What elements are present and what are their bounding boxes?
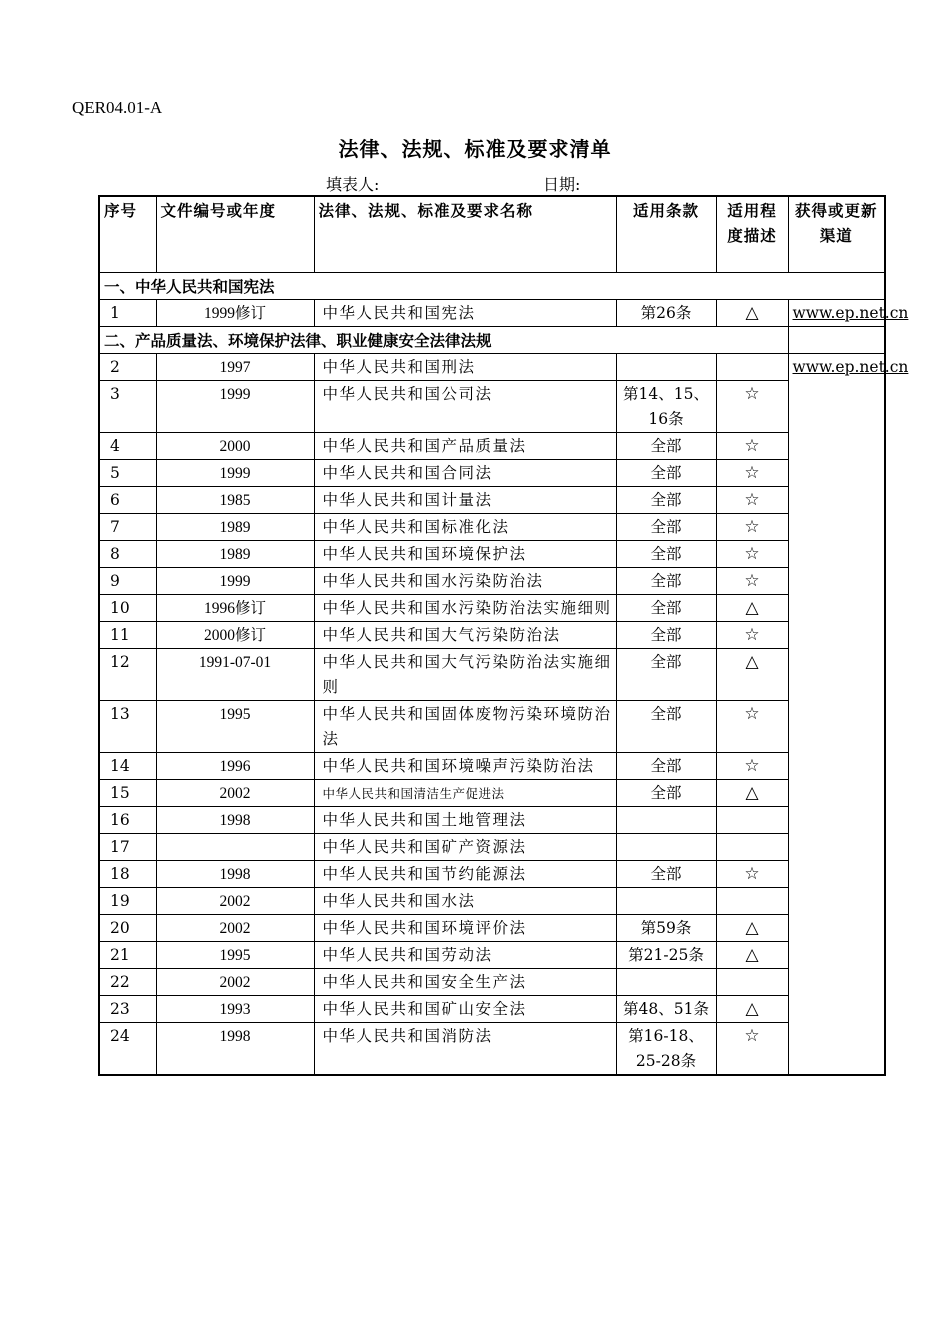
row-year: 1995 [156, 942, 314, 969]
row-year: 1999 [156, 568, 314, 595]
row-year: 1998 [156, 861, 314, 888]
row-clause: 全部 [616, 622, 716, 649]
table-row [99, 622, 885, 649]
row-number: 9 [99, 568, 156, 595]
row-degree-mark: ☆ [716, 514, 788, 541]
row-degree-mark: ☆ [716, 381, 788, 433]
table-row [99, 460, 885, 487]
row-clause: 全部 [616, 541, 716, 568]
row-number: 7 [99, 514, 156, 541]
row-clause: 全部 [616, 433, 716, 460]
table-row [99, 701, 885, 753]
row-degree-mark: ☆ [716, 753, 788, 780]
row-number: 4 [99, 433, 156, 460]
row-clause: 全部 [616, 701, 716, 753]
row-year: 1985 [156, 487, 314, 514]
row-number: 19 [99, 888, 156, 915]
header-name: 法律、法规、标准及要求名称 [314, 196, 616, 273]
row-clause: 第16-18、25-28条 [616, 1023, 716, 1076]
row-law-name: 中华人民共和国固体废物污染环境防治法 [314, 701, 616, 753]
table-row [99, 541, 885, 568]
row-clause: 全部 [616, 487, 716, 514]
table-row [99, 834, 885, 861]
row-number: 11 [99, 622, 156, 649]
channel-link[interactable]: www.ep.net.cn [788, 354, 885, 1076]
row-degree-mark [716, 807, 788, 834]
header-degree: 适用程度描述 [716, 196, 788, 273]
row-number: 14 [99, 753, 156, 780]
row-year: 1991-07-01 [156, 649, 314, 701]
row-clause [616, 969, 716, 996]
row-clause: 全部 [616, 753, 716, 780]
row-law-name: 中华人民共和国安全生产法 [314, 969, 616, 996]
page-title: 法律、法规、标准及要求清单 [338, 137, 612, 161]
row-degree-mark: ☆ [716, 568, 788, 595]
row-year: 1999修订 [156, 300, 314, 327]
row-law-name: 中华人民共和国产品质量法 [314, 433, 616, 460]
row-law-name: 中华人民共和国大气污染防治法 [314, 622, 616, 649]
row-number: 17 [99, 834, 156, 861]
table-row [99, 514, 885, 541]
row-law-name: 中华人民共和国公司法 [314, 381, 616, 433]
row-degree-mark: ☆ [716, 487, 788, 514]
row-clause [616, 807, 716, 834]
row-year: 1996 [156, 753, 314, 780]
row-year: 2002 [156, 969, 314, 996]
row-law-name: 中华人民共和国矿产资源法 [314, 834, 616, 861]
row-year: 2000 [156, 433, 314, 460]
row-law-name: 中华人民共和国大气污染防治法实施细则 [314, 649, 616, 701]
table-row [99, 942, 885, 969]
row-degree-mark: ☆ [716, 861, 788, 888]
channel-link[interactable]: www.ep.net.cn [788, 300, 885, 327]
row-law-name: 中华人民共和国土地管理法 [314, 807, 616, 834]
table-row [99, 888, 885, 915]
row-number: 16 [99, 807, 156, 834]
row-clause: 第14、15、16条 [616, 381, 716, 433]
row-number: 2 [99, 354, 156, 381]
table-row [99, 381, 885, 433]
row-law-name: 中华人民共和国宪法 [314, 300, 616, 327]
row-year: 1998 [156, 1023, 314, 1076]
table-row [99, 996, 885, 1023]
row-law-name: 中华人民共和国水法 [314, 888, 616, 915]
row-year: 2002 [156, 780, 314, 807]
row-number: 10 [99, 595, 156, 622]
row-degree-mark [716, 888, 788, 915]
row-year: 1999 [156, 460, 314, 487]
row-year: 1997 [156, 354, 314, 381]
row-clause: 全部 [616, 780, 716, 807]
filler-label: 填表人: [326, 175, 380, 194]
header-channel: 获得或更新渠道 [788, 196, 885, 273]
row-degree-mark: ☆ [716, 433, 788, 460]
row-year: 1989 [156, 541, 314, 568]
table-row [99, 300, 885, 327]
row-law-name: 中华人民共和国节约能源法 [314, 861, 616, 888]
row-number: 23 [99, 996, 156, 1023]
table-row [99, 753, 885, 780]
row-law-name: 中华人民共和国计量法 [314, 487, 616, 514]
row-clause [616, 354, 716, 381]
row-degree-mark: ☆ [716, 701, 788, 753]
row-clause: 全部 [616, 649, 716, 701]
row-year: 1989 [156, 514, 314, 541]
row-year: 1998 [156, 807, 314, 834]
row-year: 1999 [156, 381, 314, 433]
row-degree-mark: △ [716, 915, 788, 942]
row-degree-mark: △ [716, 942, 788, 969]
row-number: 5 [99, 460, 156, 487]
law-list-table [98, 195, 909, 1076]
table-row [99, 487, 885, 514]
row-clause [616, 834, 716, 861]
row-degree-mark: ☆ [716, 622, 788, 649]
document-id: QER04.01-A [72, 98, 163, 117]
row-year: 2002 [156, 915, 314, 942]
row-number: 13 [99, 701, 156, 753]
row-law-name: 中华人民共和国消防法 [314, 1023, 616, 1076]
row-clause: 全部 [616, 861, 716, 888]
header-clause: 适用条款 [616, 196, 716, 273]
row-law-name: 中华人民共和国水污染防治法实施细则 [314, 595, 616, 622]
table-row [99, 595, 885, 622]
row-law-name: 中华人民共和国环境评价法 [314, 915, 616, 942]
row-clause: 第59条 [616, 915, 716, 942]
row-year: 2002 [156, 888, 314, 915]
row-law-name: 中华人民共和国劳动法 [314, 942, 616, 969]
row-number: 18 [99, 861, 156, 888]
table-row [99, 969, 885, 996]
row-number: 12 [99, 649, 156, 701]
table-header-row [99, 196, 885, 273]
row-year [156, 834, 314, 861]
header-doc-no: 文件编号或年度 [156, 196, 314, 273]
row-year: 1993 [156, 996, 314, 1023]
row-degree-mark: △ [716, 300, 788, 327]
row-clause: 全部 [616, 514, 716, 541]
row-number: 8 [99, 541, 156, 568]
row-degree-mark: △ [716, 996, 788, 1023]
section-channel-spacer [788, 327, 885, 354]
row-law-name: 中华人民共和国标准化法 [314, 514, 616, 541]
row-degree-mark: △ [716, 649, 788, 701]
row-year: 2000修订 [156, 622, 314, 649]
row-number: 3 [99, 381, 156, 433]
row-law-name: 中华人民共和国环境保护法 [314, 541, 616, 568]
table-row [99, 915, 885, 942]
row-clause: 全部 [616, 568, 716, 595]
row-number: 1 [99, 300, 156, 327]
row-clause: 全部 [616, 460, 716, 487]
section-title: 一、中华人民共和国宪法 [99, 273, 885, 300]
row-clause: 第48、51条 [616, 996, 716, 1023]
row-clause [616, 888, 716, 915]
row-number: 15 [99, 780, 156, 807]
section-title: 二、产品质量法、环境保护法律、职业健康安全法律法规 [99, 327, 788, 354]
table-row [99, 568, 885, 595]
row-number: 24 [99, 1023, 156, 1076]
row-degree-mark: △ [716, 595, 788, 622]
row-degree-mark [716, 354, 788, 381]
row-law-name: 中华人民共和国水污染防治法 [314, 568, 616, 595]
header-seq: 序号 [99, 196, 156, 273]
row-number: 20 [99, 915, 156, 942]
row-number: 6 [99, 487, 156, 514]
row-degree-mark: ☆ [716, 541, 788, 568]
row-law-name: 中华人民共和国刑法 [314, 354, 616, 381]
row-clause: 全部 [616, 595, 716, 622]
date-label: 日期: [543, 175, 581, 194]
table-row [99, 354, 885, 381]
row-year: 1995 [156, 701, 314, 753]
row-degree-mark [716, 834, 788, 861]
row-clause: 第26条 [616, 300, 716, 327]
table-row [99, 433, 885, 460]
row-degree-mark: ☆ [716, 1023, 788, 1076]
table-row [99, 649, 885, 701]
table-row [99, 861, 885, 888]
row-law-name: 中华人民共和国环境噪声污染防治法 [314, 753, 616, 780]
section-row [99, 327, 885, 354]
row-law-name: 中华人民共和国矿山安全法 [314, 996, 616, 1023]
row-degree-mark: ☆ [716, 460, 788, 487]
section-row [99, 273, 885, 300]
row-year: 1996修订 [156, 595, 314, 622]
row-law-name: 中华人民共和国合同法 [314, 460, 616, 487]
row-degree-mark: △ [716, 780, 788, 807]
row-degree-mark [716, 969, 788, 996]
row-number: 22 [99, 969, 156, 996]
row-number: 21 [99, 942, 156, 969]
table-row [99, 1023, 885, 1076]
row-law-name: 中华人民共和国清洁生产促进法 [314, 780, 616, 807]
table-row [99, 780, 885, 807]
table-row [99, 807, 885, 834]
row-clause: 第21-25条 [616, 942, 716, 969]
